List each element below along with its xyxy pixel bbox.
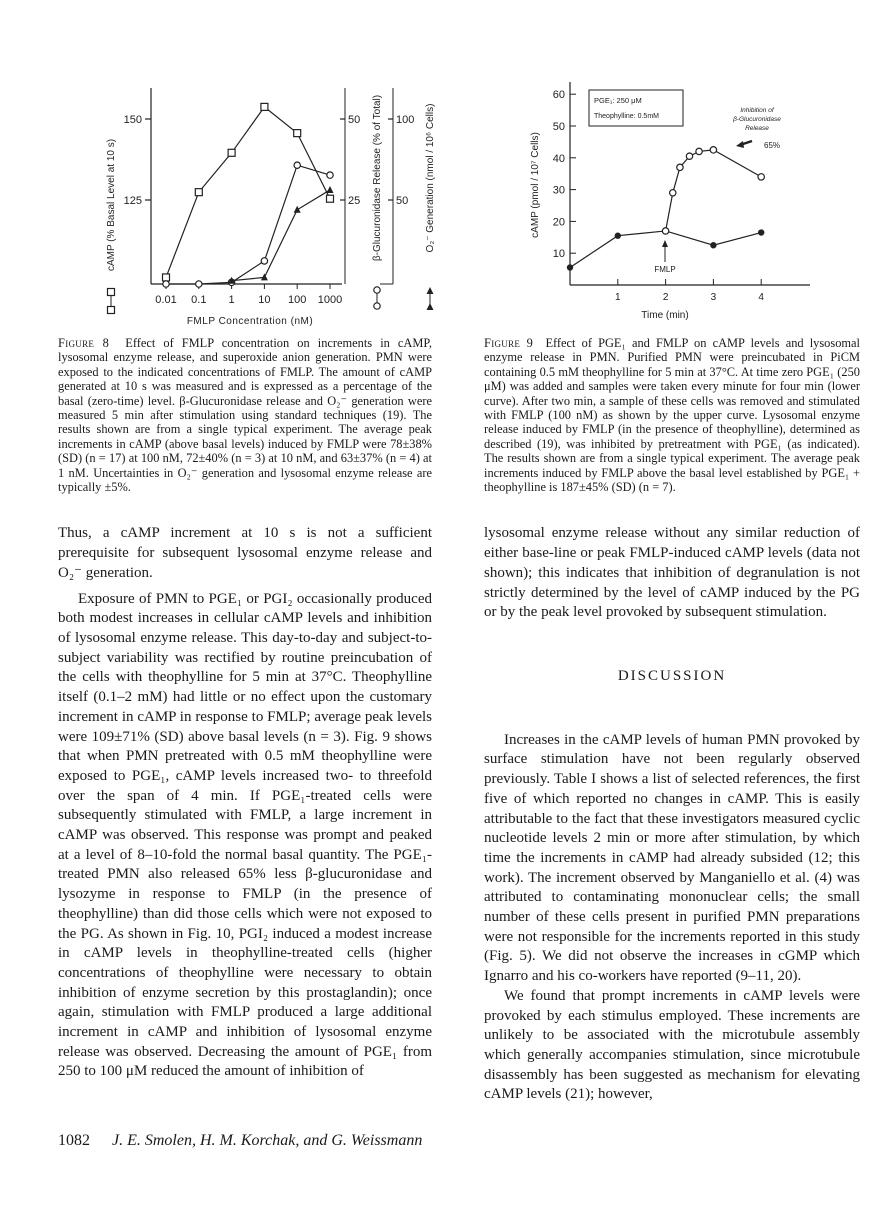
fig9-y-tick-label: 10	[552, 248, 565, 261]
figure-8-caption-text: Effect of FMLP concentration on increments in cAMP, lysosomal enzyme release, and superoxide anion generation. PMN were exposed to the indicated concentrations of FMLP. The amount of cAMP generated at 10 s was measured and is expressed as a percentage of the basal (zero-time) level. β-Glucuronidase release and O₂⁻ generation were measured 5 min after stimulation using standard techniques (19). The results shown are from a single typical experiment. The average peak increments in cAMP (above basal levels) induced by FMLP were 78±38% (SD) (n = 17) at 100 nM, 72±40% (n = 3) at 10 nM, and 63±37% (n = 4) at 1 nM. Uncertainties in O₂⁻ generation and lysosomal enzyme release are typically ±5%.	[58, 336, 432, 495]
fig8-x-axis-title: FMLP Concentration (nM)	[186, 316, 314, 327]
paragraph: lysosomal enzyme release without any similar reduction of either base-line or peak FMLP-induced cAMP levels (data not shown); this indicates that inhibition of degranulation is not strictly determined by the level of cAMP induced by the PG or by the peak level provoked by subsequent stimulation.	[484, 525, 860, 621]
figure-9-label: Figure 9	[484, 336, 534, 350]
left-column	[58, 524, 432, 1082]
fig8-y-tick-label: 125	[123, 195, 142, 207]
page-footer	[58, 1131, 890, 1151]
figure-8-caption	[58, 336, 432, 494]
fig9-annotation-text: Release	[745, 125, 769, 132]
running-authors: J. E. Smolen, H. M. Korchak, and G. Weissmann	[112, 1132, 423, 1150]
section-heading-discussion: DISCUSSION	[617, 667, 727, 684]
fig9-x-tick-label: 3	[710, 292, 717, 303]
paragraph: Thus, a cAMP increment at 10 s is not a sufficient prerequisite for subsequent lysosomal enzyme release and O₂⁻ generation.	[58, 525, 432, 581]
fig8-x-tick-label: 10	[258, 294, 271, 306]
fig9-y-tick-label: 30	[552, 184, 565, 197]
fig9-x-tick-label: 4	[758, 292, 764, 303]
paragraph: Increases in the cAMP levels of human PMN provoked by surface stimulation have not been regularly observed previously. Table I shows a list of selected references, the first five of which reported no changes in cAMP. This is easily attributable to the fact that these investigators measured cyclic nucleotide levels 2 min or more after stimulation, by which time the increments in cAMP had already subsided (12; this work). The increment observed by Manganiello et al. (4) was attributed to contaminating mononuclear cells; the small number of these cells present in purified PMN preparations were not responsible for the increments reported in this study (Fig. 5). We did not observe the increases in cGMP which Ignarro and his co-workers have reported (9–11, 20).	[484, 731, 860, 985]
fig9-y-tick-label: 60	[552, 89, 565, 102]
fig8-y-axis-title-camp: cAMP (% Basal Level at 10 s)	[106, 138, 117, 272]
page-number: 1082	[58, 1132, 90, 1150]
figure-8-label: Figure 8	[58, 336, 110, 350]
fig9-annotation-value: 65%	[764, 141, 781, 150]
fig8-x-tick-label: 100	[288, 294, 307, 306]
paragraph: We found that prompt increments in cAMP levels were provoked by each stimulus employed. These increments are unlikely to be associated with the microtubule assembly which generally accompanies stimulation, since microtubule disassembly has been suggested as mechanism for elevating cAMP levels (21); however,	[484, 987, 860, 1103]
fig8-x-tick-label: 1000	[317, 294, 343, 306]
right-column	[484, 524, 860, 1105]
fig8-x-tick-label: 0.01	[155, 294, 177, 306]
fig9-x-tick-label: 2	[662, 292, 669, 303]
fig9-y-tick-label: 40	[552, 152, 565, 165]
figure-9-caption	[484, 336, 860, 494]
fig9-x-tick-label: 1	[615, 292, 621, 303]
fig9-y-tick-label: 20	[552, 216, 565, 229]
paragraph: Exposure of PMN to PGE₁ or PGI₂ occasionally produced both modest increases in cellular cAMP levels and inhibition of lysosomal enzyme release. This day-to-day and subject-to-subject variability was rectified by routine preincubation of the cells with theophylline for 5 min at 37°C. Theophylline itself (0.1–2 mM) had little or no effect upon the customary increment in cAMP in response to FMLP; average peak levels were 109±71% (SD) above basal levels (n = 3). Fig. 9 shows that when PMN pretreated with 0.5 mM theophylline were exposed to PGE₁, cAMP levels increased two- to threefold over the span of 4 min. If PGE₁-treated cells were subsequently stimulated with FMLP, a large increment in cAMP was observed. This response was prompt and peaked at a level of 8–10-fold the normal basal quantity. The PGE₁-treated PMN also released 65% less β-glucuronidase and lysozyme in response to FMLP (in the presence of theophylline) than did those cells which were not exposed to the PG. As shown in Fig. 10, PGI₂ induced a modest increase in cAMP levels in theophylline-treated cells (higher concentrations of theophylline were necessary to obtain inhibition of enzyme secretion by this prostaglandin); once again, stimulation with FMLP produced a large additional increment in cAMP and inhibition of lysosomal enzyme release was observed. Decreasing the amount of PGE₁ from 250 to 100 μM reduced the amount of inhibition of	[58, 590, 432, 1080]
fig8-y-axis-title-superoxide: O₂⁻ Generation (nmol / 10⁶ Cells)	[425, 103, 436, 253]
fig9-y-tick-label: 50	[552, 121, 565, 133]
fig8-o2-tick-label: 100	[396, 114, 415, 126]
fig8-glu-tick-label: 25	[348, 195, 361, 207]
fig9-legend-pge: PGE₁: 250 μM	[594, 96, 642, 105]
fig8-y-tick-label: 150	[123, 114, 142, 126]
fig9-annotation-text: Inhibition of	[740, 107, 774, 114]
fig8-x-tick-label: 0.1	[191, 294, 207, 306]
fig9-y-axis-title: cAMP (pmol / 10⁷ Cells)	[530, 132, 541, 238]
fig8-x-tick-label: 1	[228, 294, 235, 306]
fig9-legend-theophylline: Theophylline: 0.5mM	[594, 113, 659, 120]
fig8-glu-tick-label: 50	[348, 114, 361, 126]
fig8-o2-tick-label: 50	[396, 195, 409, 207]
fig9-annotation-text: β-Glucuronidase	[733, 116, 781, 123]
figure-9-caption-text: Effect of PGE₁ and FMLP on cAMP levels and lysosomal enzyme release in PMN. Purified PMN were preincubated in PiCM containing 0.5 mM theophylline for 5 min at 37°C. At time zero PGE₁ (250 μM) was added and samples were taken every minute for four min (lower curve). After two min, a sample of these cells was removed and stimulated with FMLP (100 nM) as shown by the upper curve. Lysosomal enzyme release induced by FMLP (in the presence of theophylline), determined as described (19), was inhibited by pretreatment with PGE₁ (as indicated). The results shown are from a single typical experiment. The average peak increments induced by FMLP above the basal level established by PGE₁ + theophylline is 187±45% (SD) (n = 7).	[484, 336, 860, 495]
fig9-x-axis-title: Time (min)	[641, 310, 689, 321]
fig9-fmlp-label: FMLP	[654, 265, 676, 274]
fig8-y-axis-title-glucuronidase: β-Glucuronidase Release (% of Total)	[372, 94, 383, 262]
